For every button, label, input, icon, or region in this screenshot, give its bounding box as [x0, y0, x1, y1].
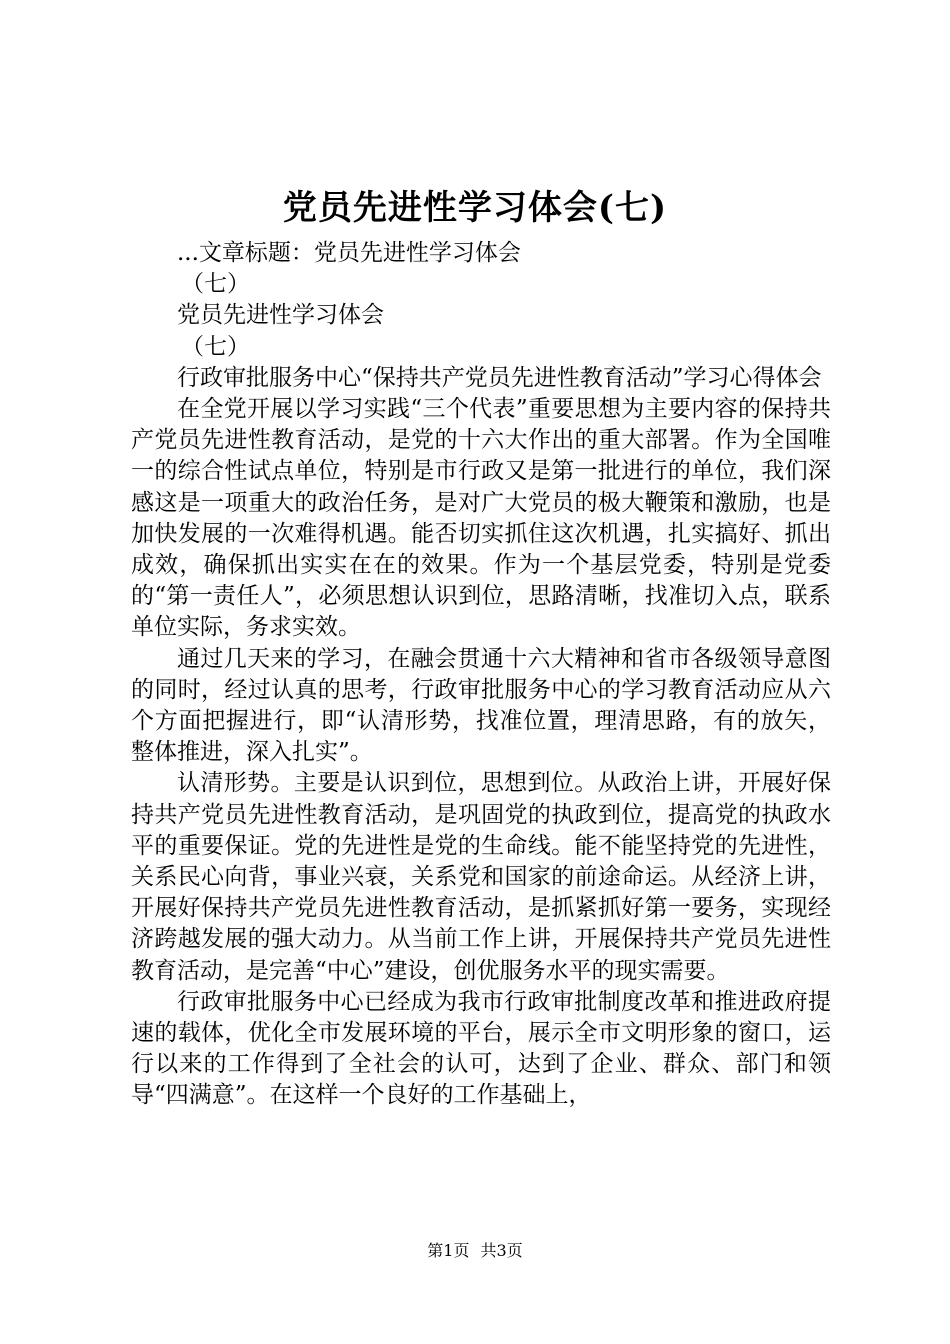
paragraph-heading: 行政审批服务中心“保持共产党员先进性教育活动”学习心得体会	[177, 364, 822, 391]
paragraph-2: 通过几天来的学习，在融会贯通十六大精神和省市各级领导意图的同时，经过认真的思考，行政审批服务中心的学习教育活动应从六个方面把握进行，即“认清形势，找准位置，理清思路，有的放矢，整体推进，深入扎实”。	[131, 645, 831, 766]
intro-line-paren-1: （七）	[181, 271, 250, 298]
page-number: 第1页	[427, 1241, 470, 1260]
intro-line-subtitle: 党员先进性学习体会	[177, 302, 384, 329]
intro-line-paren-2: （七）	[181, 333, 250, 360]
page-footer	[0, 1240, 950, 1262]
intro-line-article-title: ...文章标题：党员先进性学习体会	[177, 240, 521, 266]
document-title: 党员先进性学习体会(七)	[282, 188, 668, 228]
document-body	[131, 238, 831, 1112]
page-total: 共3页	[480, 1241, 523, 1260]
paragraph-1: 在全党开展以学习实践“三个代表”重要思想为主要内容的保持共产党员先进性教育活动，是党的十六大作出的重大部署。作为全国唯一的综合性试点单位，特别是市行政又是第一批进行的单位，我们深感这是一项重大的政治任务，是对广大党员的极大鞭策和激励，也是加快发展的一次难得机遇。能否切实抓住这次机遇，扎实搞好、抓出成效，确保抓出实实在在的效果。作为一个基层党委，特别是党委的“第一责任人”，必须思想认识到位，思路清晰，找准切入点，联系单位实际，务求实效。	[131, 396, 831, 641]
paragraph-4: 行政审批服务中心已经成为我市行政审批制度改革和推进政府提速的载体，优化全市发展环境的平台，展示全市文明形象的窗口，运行以来的工作得到了全社会的认可，达到了企业、群众、部门和领导“四满意”。在这样一个良好的工作基础上，	[131, 988, 831, 1109]
paragraph-3: 认清形势。主要是认识到位，思想到位。从政治上讲，开展好保持共产党员先进性教育活动，是巩固党的执政到位，提高党的执政水平的重要保证。党的先进性是党的生命线。能不能坚持党的先进性，关系民心向背，事业兴衰，关系党和国家的前途命运。从经济上讲，开展好保持共产党员先进性教育活动，是抓紧抓好第一要务，实现经济跨越发展的强大动力。从当前工作上讲，开展保持共产党员先进性教育活动，是完善“中心”建设，创优服务水平的现实需要。	[131, 770, 831, 984]
